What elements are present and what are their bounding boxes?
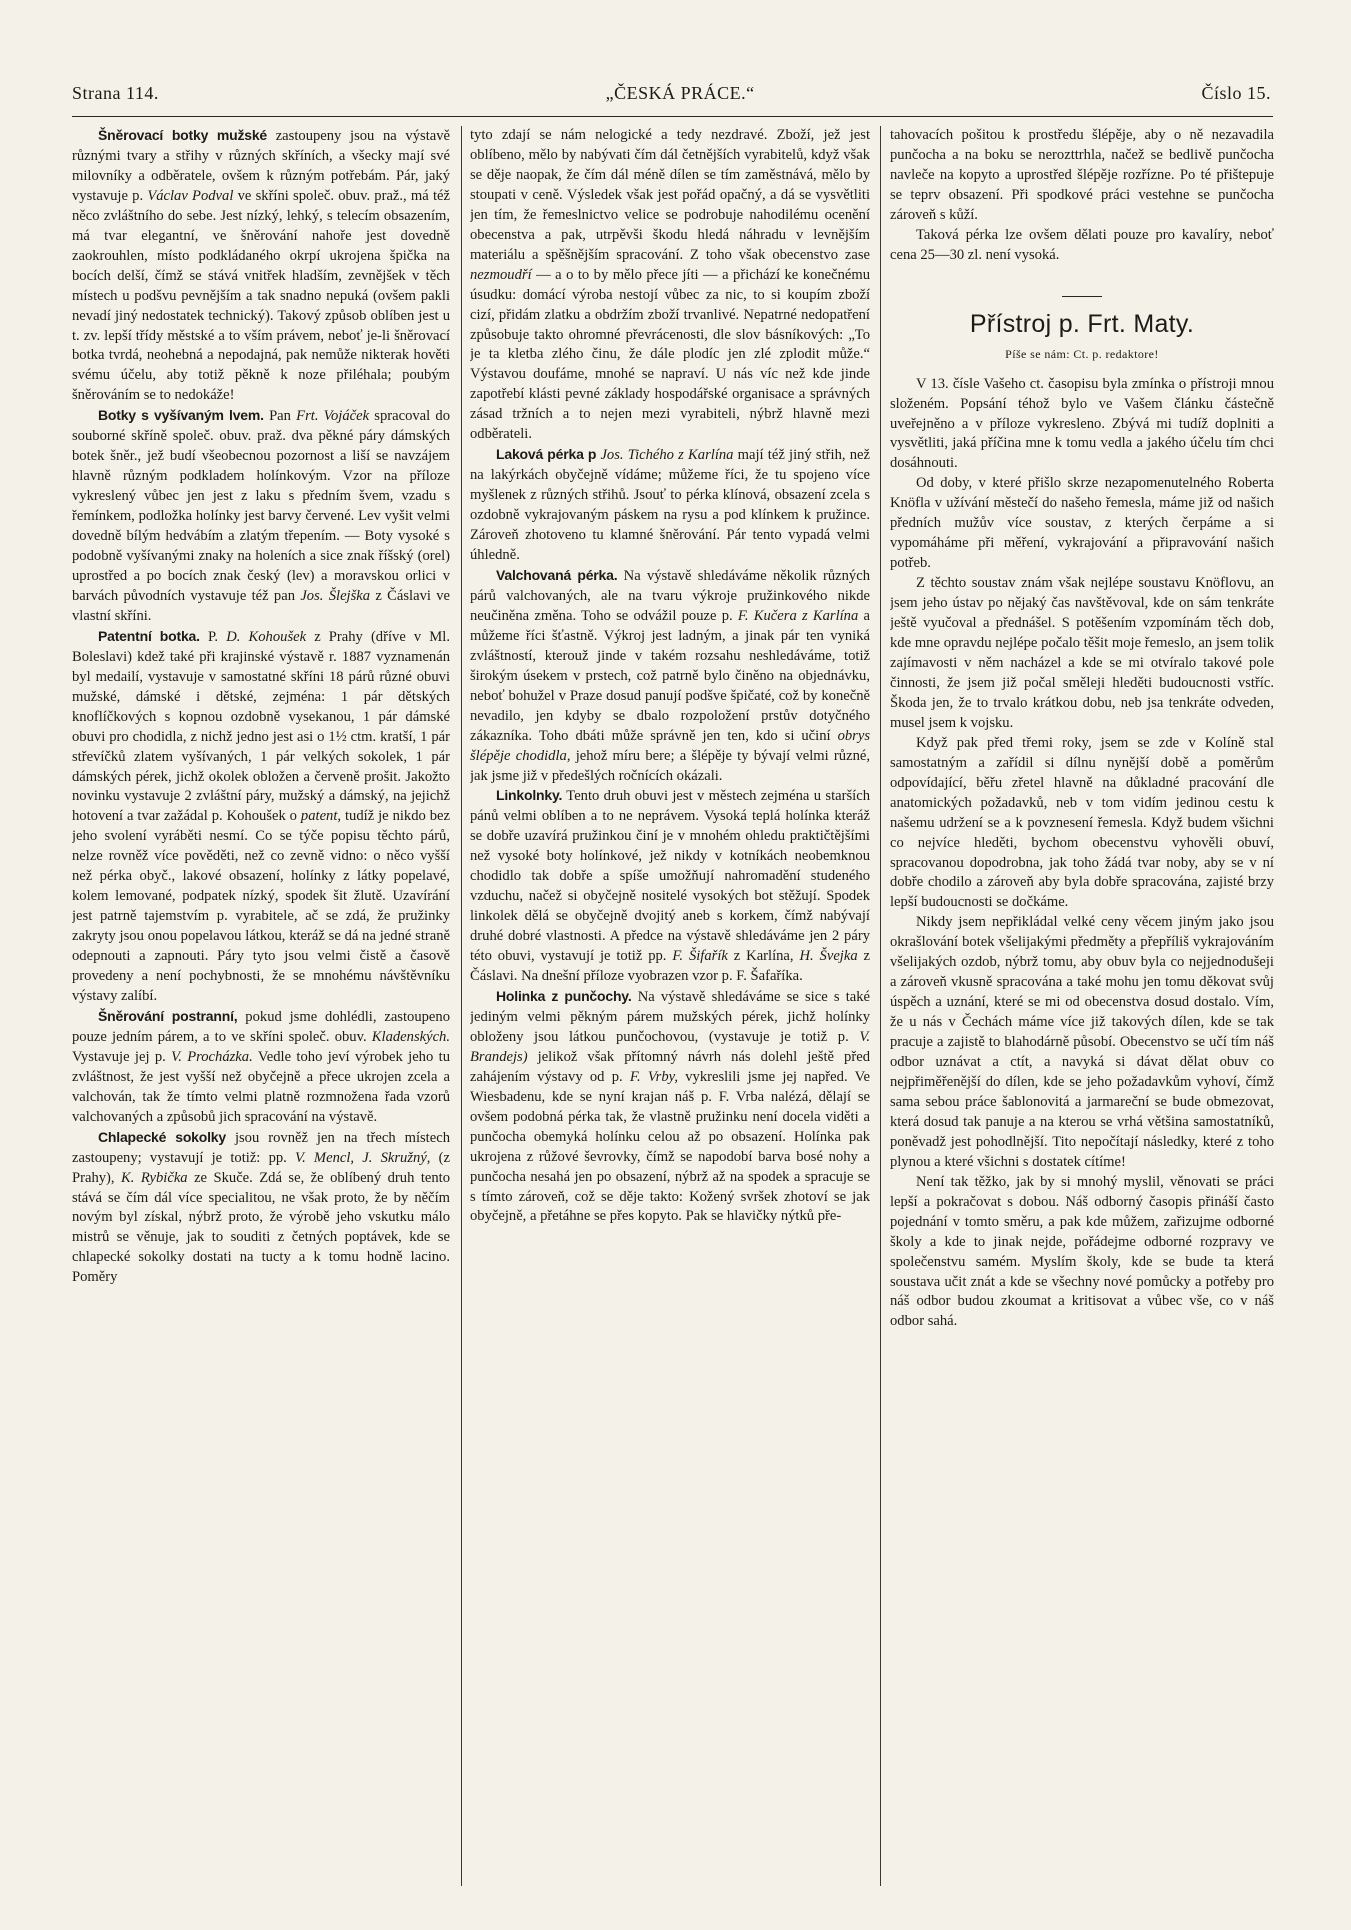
paragraph: Nikdy jsem nepřikládal velké ceny věcem jiným jako jsou okrašlování botek všelijakými předměty a přepříliš vykrajováním všelijakých ozdob, nýbrž tomu, aby obuv byla co nejjednodušeji a zároveň vkusně spracována a také mohu jen tomu děkovat svůj úspěch a uznání, které se mi od obecenstva dosud dostalo. Vím, že u nás v Čechách máme více již takových dílen, kde se tak pracuje a zajistě to blahodárně působí. Obecenstvo se učí tím náš odbor uznávat a ctít, a navyká si dávat dělat obuv co nejpřiměřenější do dílen, kde se jeho požadavkům vyhoví, čímž sama sebou práce šablonovitá a jarmareční se bude obmezovat, která dosud tak panuje a na kterou se vrhá většina samostatníků, poněvadž jest pohodlnější. Tito nepočítají následky, které z toho plynou a které všichni s dostatek cítíme!	[890, 914, 1274, 1170]
paragraph: tahovacích pošitou k prostředu šlépěje, aby o ně nezavadila punčocha a na boku se nerozttrhla, načež se bedlivě punčocha navleče na kopyto a uprostřed šlépěje rozřízne. Po té přištepuje se teprv obsazení. Při spodkové práci vestehne se punčocha zároveň s kůží.	[890, 127, 1274, 223]
column-divider	[880, 126, 881, 1886]
section-lead: Chlapecké sokolky	[98, 1128, 226, 1145]
section-lead: Patentní botka.	[98, 627, 200, 644]
paragraph: Není tak těžko, jak by si mnohý myslil, věnovati se práci lepší a pokračovat s dobou. Náš odborný časopis přináší často pojednání v tomto směru, a pak kde můžem, zařizujme odborné školy a kde to jinak nejde, pořádejme odborné rozpravy ve společenstvu samém. Myslím školy, kde se bude ta která soustava učit znát a kde se všechny nové pomůcky a potřeby pro náš odbor budou zkoumat a kritisovat a vůbec vše, co v náš odbor sahá.	[890, 1173, 1274, 1330]
journal-title: „ČESKÁ PRÁCE.“	[605, 83, 755, 103]
paragraph: Od doby, v které přišlo skrze nezapomenutelného Roberta Knöfla v užívání městečí do našeho řemesla, máme již od našich předních mužův více soustav, z kterých čerpáme a si vypomáháme při měření, vykrajování a připravování našich potřeb.	[890, 475, 1274, 572]
column-1	[72, 126, 450, 1906]
paragraph: Patentní botka. P. D. Kohoušek z Prahy (dříve v Ml. Boleslavi) kdež také při krajinské výstavě r. 1887 vyznamenán byl medailí, vystavuje v samostatné skříni 18 párů různé obuvi mužské, dámské i dětské, zejména: 1 pár dětských knoflíčkových s kopnou ozdobně vysekanou, 1 pár dámské obuvi pro chodidla, z nichž jedno jest asi o 1½ ctm. kratší, 1 pár střevíčků zlatem vyšívaných, 1 pár velkých sokolek, 1 pár dámských pérek, jichž okolek obložen a červeně prošit. Jakožto novinku vystavuje 2 zvláštní páry, mužský a dámský, na jejichž hotovení a tvar zažádal p. Kohoušek o patent, tudíž je nikdo bez jeho svolení vyráběti nesmí. Co se týče popisu těchto párů, nelze rovněž více pověděti, než co zevně vidno: o něco vyšší než pérka obyč., lakové obsazení, holínky z látky popelavé, kolem lemované, podpatek nízký, spodek šit žlutě. Uzavírání jest patrně tajemstvím p. vyrabitele, ač se zdá, že pružinky zakryty jsou onou popelavou látkou, kteráž se dá na jedné straně odepnouti a zapnouti. Páry tyto jsou velmi čistě a časově provedeny a není pochybnosti, že se mnohému návštěvníku výstavy zalíbí.	[72, 627, 450, 1004]
section-lead: Laková pérka p	[496, 446, 597, 463]
paragraph: Linkolnky. Tento druh obuvi jest v městech zejména u starších pánů velmi oblíben a to ne neprávem. Vysoká teplá holínka kteráž se dobře uzavírá pružinkou činí je v mnohém ohledu praktičtějšími než vysoké boty holínkové, jež nikdy v kotníkách neobemknou chodidlo tak dobře a spíše umožňují nahromadění studeného vzduchu, načež si obyčejně nositelé vysokých bot stěžují. Spodek linkolek dělá se obyčejně dvojitý aneb s korkem, čímž nabývají druhé dobré vlastnosti. A předce na výstavě shledáváme jen 2 páry této obuvi, vystavují je totiž pp. F. Šifařík z Karlína, H. Švejka z Čáslavi. Na dnešní příloze vyobrazen vzor p. F. Šafaříka.	[470, 787, 870, 985]
paragraph: tyto zdají se nám nelogické a tedy nezdravé. Zboží, jež jest oblíbeno, mělo by nabývati čím dál četnějších vyrabitelů, když však se děje naopak, že čím dál méně dílen se tím zaměstnává, mělo by stoupati v ceně. Výsledek však jest pořád opačný, a dá se vysvětliti jen tím, že řemeslnictvo velice se podrobuje nahodilému ocenění obecenstva a pak, utrpěvši škodu hledá náhradu v levnějším materiálu a spěšnějším spracování. Z toho však obecenstvo zase nezmoudří — a o to by mělo přece jíti — a přichází ke konečnému úsudku: domácí výroba nestojí vůbec za nic, to si koupím zboží cizí, přidám zlatku a obdržím zboží trvanlivé. Nepatrné nedopatření způsobuje takto ohromné převrácenosti, dle slov básníkových: „To je ta kletba zlého činu, že dále plodíc jen zlé zplodit může.“ Výstavou doufáme, mnohé se napraví. U nás víc než kde jinde zapotřebí klásti pevné základy hospodářské organisace a správných zásad tržních a to nejen mezi vyrabiteli, nýbrž hlavně mezi odběrateli.	[470, 127, 870, 443]
paragraph: V 13. čísle Vašeho ct. časopisu byla zmínka o přístroji mnou složeném. Popsání téhož bylo ve Vašem článku částečně uveřejněno a v příloze vykresleno. Zbývá mi tudíž doplniti a vysvětliti, jaká příčina mne k tomu vedla a jakého účelu tím chci dosáhnouti.	[890, 375, 1274, 472]
column-2	[470, 126, 870, 1906]
article-title: Přístroj p. Frt. Maty.	[969, 309, 1195, 338]
section-lead: Valchovaná pérka.	[496, 566, 618, 583]
article-subtitle: Píše se nám: Ct. p. redaktore!	[1005, 346, 1159, 361]
paragraph: Taková pérka lze ovšem dělati pouze pro kavalíry, neboť cena 25—30 zl. není vysoká.	[890, 226, 1274, 263]
paragraph: Valchovaná pérka. Na výstavě shledáváme několik různých párů valchovaných, ale na tvaru výkroje pružinkového nikde neučiněna změna. Toho se odvážil pouze p. F. Kučera z Karlína a můžeme říci šťastně. Výkroj jest ladným, a jinak pár ten vyniká zvláštností, kterouž jinde v takém rozsahu neshledáváme, totiž širokým úsekem v prstech, což patrně bylo činěno na objednávku, neboť bohužel v Praze dosud panují podšve špičaté, což by konečně nevadilo, jen kdyby se dbalo rozpoložení prstův dotyčného zákazníka. Toho dbáti může správně jen ten, kdo si učiní obrys šlépěje chodidla, jehož míru bere; a šlépěje ty bývají velmi různé, jak jsme již v předešlých ročnících okázali.	[470, 566, 870, 784]
header-rule	[72, 116, 1273, 117]
section-separator	[1062, 296, 1102, 297]
issue-number: Číslo 15.	[1201, 83, 1271, 103]
paragraph: Holinka z punčochy. Na výstavě shledáváme se sice s také jediným velmi pěkným párem mužských pérek, jichž holínky obloženy jsou látkou punčochovou, (vystavuje je totiž p. V. Brandejs) jelikož však přítomný návrh nás dolehl ještě před zahájením výstavy od p. F. Vrby, vykreslili jsme jej napřed. Ve Wiesbadenu, kde se nyní krajan náš p. F. Vrba nalézá, dělají se ovšem podobná pérka tak, že vlastně pružinku není docela viděti a punčocha obemyká holínku celou až po obsazení. Holínka pak ukrojena z růžové ševrovky, čímž se napodobí barva bosé nohy a punčocha nesahá jen po obsazení, nýbrž až na spodek a spracuje se s tímto zároveň, což se děje takto: Kožený svršek zhotoví se jak obyčejně, a přetáhne se přes kopyto. Pak se hlavičky nýtků pře-	[470, 987, 870, 1225]
section-lead: Linkolnky.	[496, 787, 563, 804]
paragraph: Šněrovací botky mužské zastoupeny jsou na výstavě různými tvary a střihy v různých skříních, a všecky mají své milovníky a odběratele, ovšem k různým potřebám. Pár, jaký vystavuje p. Václav Podval ve skříni společ. obuv. praž., má též něco zvláštního do sebe. Jest nízký, lehký, s telecím obsazením, má tvar elegantní, ve šněrování nahoře jest dovedně zaokrouhlen, místo podkládaného okrpí ukrojena špička na bocích delší, čímž se stává vnitřek hladším, zevnějšek v těch místech u podšvu pevnějším a tak snadno nepuká (ovšem pakli nevadí jiný nedostatek technický). Takový způsob oblíben jest u t. zv. lepší třídy městské a to vším právem, neboť je-li šněrovací botka tvrdá, neohebná a nepodajná, pak nemůže nikterak hověti svému účelu, aby totiž pěkně k noze přiléhala; poubým šněrováním se to nedokáže!	[72, 127, 450, 404]
paragraph: Laková pérka p Jos. Tichého z Karlína mají též jiný střih, než na lakýrkách obyčejně vídáme; můžeme říci, že tu spojeno více myšlenek z různých střihů. Jsouť to pérka klínová, obsazení zcela s ozdobně vykrajovaným páskem na rysu a pod klínkem k pružince. Zároveň zhotoveno tu klamné šněrování. Pár tento vypadá velmi úhledně.	[470, 446, 870, 564]
section-lead: Holinka z punčochy.	[496, 987, 632, 1004]
column-divider	[461, 126, 462, 1886]
page-header	[72, 74, 1271, 104]
paragraph: Chlapecké sokolky jsou rovněž jen na třech místech zastoupeny; vystavují je totiž: pp. V. Mencl, J. Skružný, (z Prahy), K. Rybička ze Skuče. Zdá se, že oblíbený druh tento stává se čím dál více specialitou, ne však proto, že by něčím novým byl získal, nýbrž proto, že výrobě jeho vskutku málo mistrů se věnuje, jak to souditi z četných poptávek, kde se chlapecké sokolky dostati na tucty a k tomu hodně lacino. Poměry	[72, 1128, 450, 1286]
section-lead: Botky s vyšívaným lvem.	[98, 407, 264, 424]
paragraph: Z těchto soustav znám však nejlépe soustavu Knöflovu, an jsem jeho ústav po nějaký čas navštěvoval, kde on sám tenkráte ještě vyučoval a přednášel. S potěšením vzpomínám těch dob, kde mne opravdu nejlépe počalo těšit moje řemeslo, an jsem tolik zajímavosti v něm nacházel a kde se mi otvíralo takové pole činnosti, že jsem již počal směleji hleděti budoucnosti vstříc. Škoda jen, že to trvalo krátkou dobu, neb jsa tenkráte odveden, musel jsem k vojsku.	[890, 575, 1274, 731]
section-lead: Šněrovací botky mužské	[98, 127, 268, 143]
paragraph: Botky s vyšívaným lvem. Pan Frt. Vojáček spracoval do souborné skříně společ. obuv. praž. dva pěkné páry dámských botek šněr., jež budí všeobecnou pozornost a liší se navzájem hlavně různým podkladem holínkovým. Vzor na příloze vykreslený vůbec jen jest z laku s předním švem, vzadu s řemínkem, podložka holínky jest barvy červené. Lev vyšit velmi dovedně bílým hedvábím a zlatým třepením. — Boty vysoké s podobně vyšívanými znaky na holeních a sice znak říšský (orel) uprostřed a po bocích znak český (lev) a moravskou orlici v barvách původních vystavuje též pan Jos. Šlejška z Čáslavi ve vlastní skříni.	[72, 407, 450, 624]
paragraph: Když pak před třemi roky, jsem se zde v Kolíně stal samostatným a zařídil si dílnu nynější době a poměrům odpovídající, běřu zřetel hlavně na důkladné pracování dle anatomických požadavků, neb v tom vidím jedinou cestu k našemu udržení se a k povznesení řemesla. Když budem všichni co nejvíce hleděti, bychom obecenstvu vyhověli obuví, spracovanou dopodrobna, jak toho žádá tvar noby, aby se v ní dobře chodilo a zároveň aby byla dobře spracována, zajisté brzy lepší budoucnosti se dočkáme.	[890, 734, 1274, 911]
page-number-label: Strana 114.	[72, 83, 159, 103]
paragraph: Šněrování postranní, pokud jsme dohlédli, zastoupeno pouze jedním párem, a to ve skříni společ. obuv. Kladenských. Vystavuje jej p. V. Procházka. Vedle toho jeví výrobek jeho tu zvláštnost, že jest vyšší než obyčejně a přece ukrojen zcela a valchován, tak že tímto velmi platně rozmnožena řada vzorů valchovaných a způsobů jich spracování na výstavě.	[72, 1007, 450, 1125]
column-3	[890, 126, 1274, 1906]
section-lead: Šněrování postranní,	[98, 1007, 238, 1024]
